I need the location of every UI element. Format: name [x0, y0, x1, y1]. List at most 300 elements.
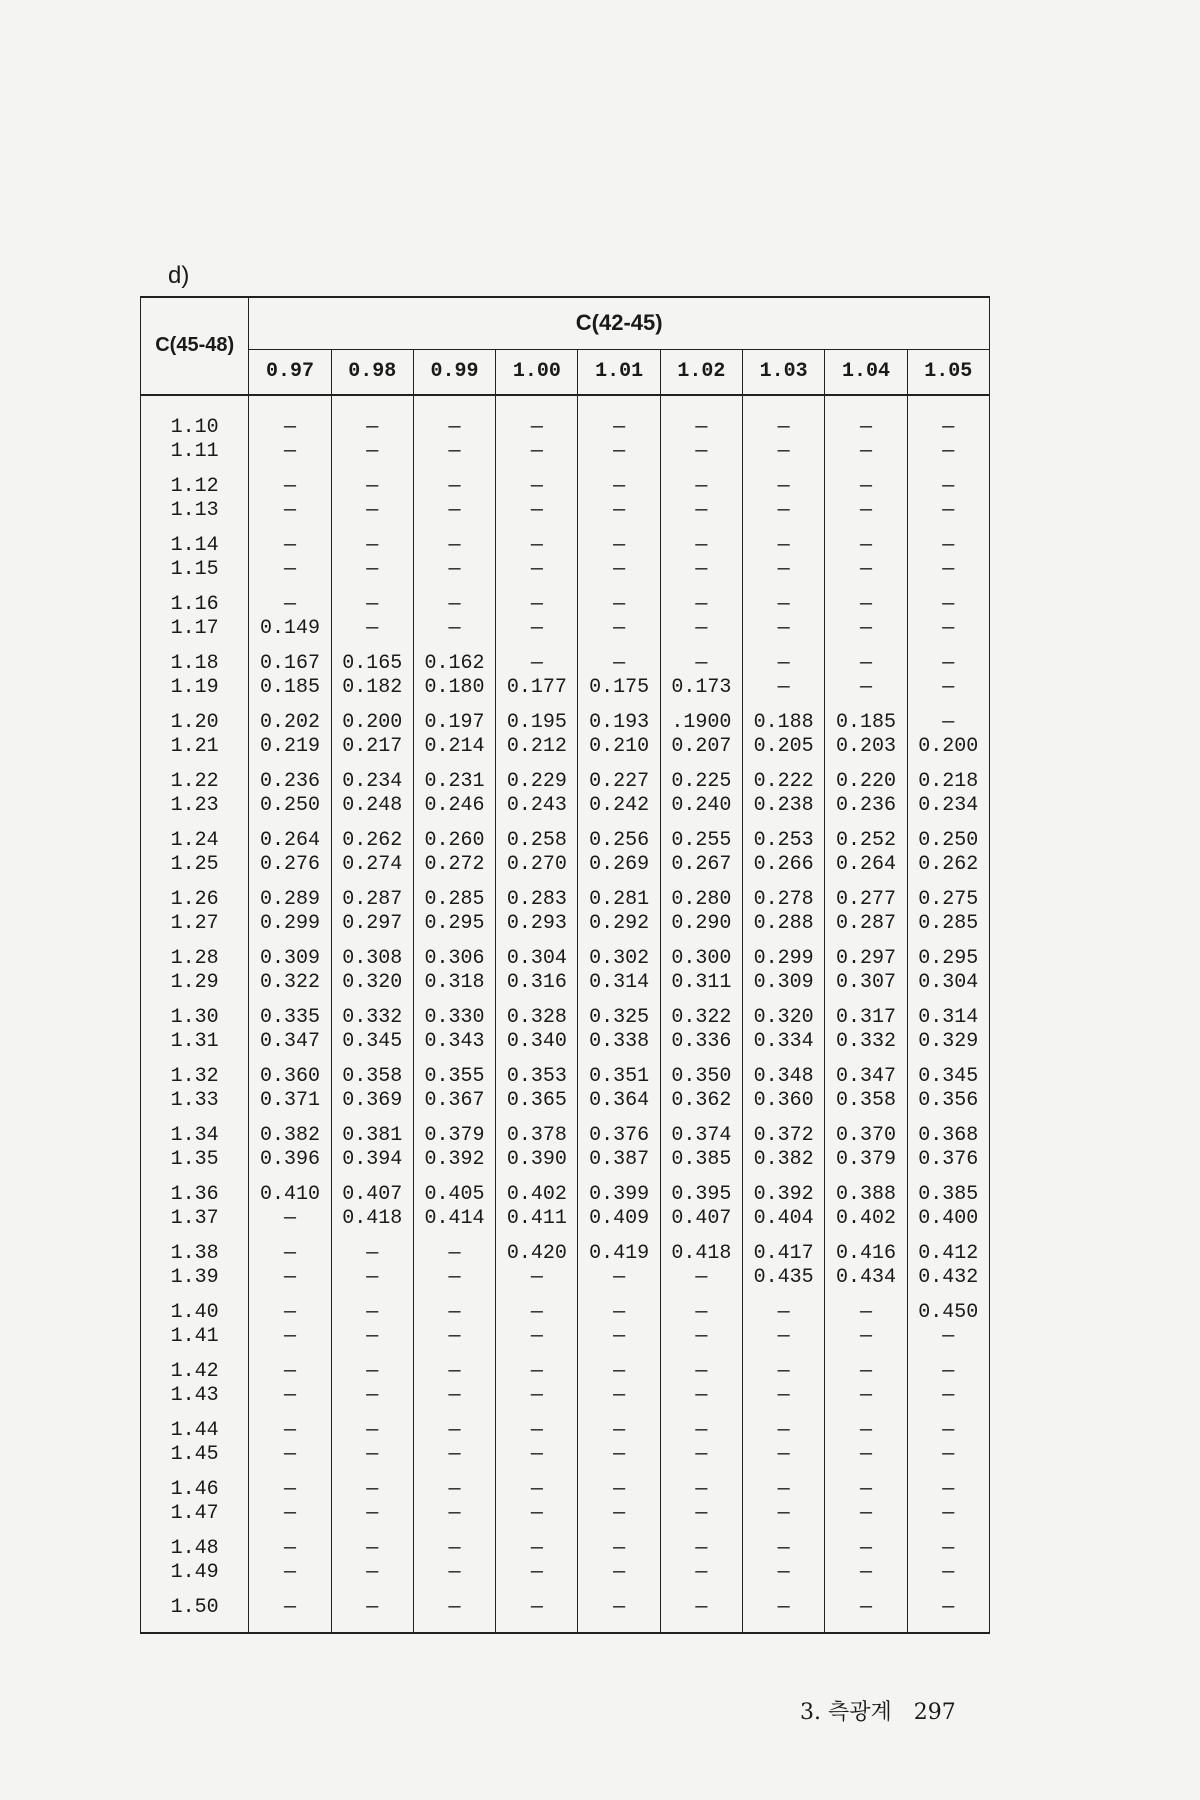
table-cell: — — [249, 593, 331, 617]
table-cell: — — [907, 711, 989, 735]
table-row — [141, 711, 990, 735]
table-cell: — — [660, 1301, 742, 1325]
table-cell: 0.277 — [825, 888, 907, 912]
table-cell: 0.371 — [249, 1089, 331, 1124]
table-cell: — — [578, 1419, 660, 1443]
table-cell: — — [496, 1596, 578, 1633]
table-cell: — — [331, 440, 413, 475]
table-cell: 0.335 — [249, 1006, 331, 1030]
table-cell: 0.264 — [825, 853, 907, 888]
table-cell: — — [413, 1384, 495, 1419]
row-key: 1.48 — [141, 1537, 249, 1561]
table-cell: 0.304 — [496, 947, 578, 971]
table-cell: 0.289 — [249, 888, 331, 912]
row-key: 1.12 — [141, 475, 249, 499]
table-cell: 0.278 — [743, 888, 825, 912]
table-cell: 0.345 — [907, 1065, 989, 1089]
column-header: 1.03 — [743, 349, 825, 395]
table-cell: — — [413, 1502, 495, 1537]
table-cell: — — [496, 440, 578, 475]
table-cell: — — [578, 1478, 660, 1502]
table-cell: — — [743, 1325, 825, 1360]
table-cell: — — [331, 1443, 413, 1478]
table-row — [141, 1207, 990, 1242]
table-cell: — — [907, 1502, 989, 1537]
table-cell: 0.266 — [743, 853, 825, 888]
table-cell: 0.262 — [907, 853, 989, 888]
table-cell: 0.293 — [496, 912, 578, 947]
table-cell: — — [825, 617, 907, 652]
table-cell: 0.322 — [249, 971, 331, 1006]
table-cell: 0.356 — [907, 1089, 989, 1124]
table-cell: — — [496, 652, 578, 676]
table-cell: 0.260 — [413, 829, 495, 853]
table-row — [141, 735, 990, 770]
table-cell: 0.416 — [825, 1242, 907, 1266]
table-row — [141, 770, 990, 794]
table-cell: 0.347 — [825, 1065, 907, 1089]
table-cell: — — [578, 1443, 660, 1478]
table-cell: 0.242 — [578, 794, 660, 829]
table-cell: — — [331, 395, 413, 440]
table-cell: 0.175 — [578, 676, 660, 711]
table-cell: 0.405 — [413, 1183, 495, 1207]
table-cell: 0.193 — [578, 711, 660, 735]
table-cell: 0.212 — [496, 735, 578, 770]
column-header-row — [141, 349, 990, 395]
row-key: 1.42 — [141, 1360, 249, 1384]
table-cell: 0.287 — [331, 888, 413, 912]
table-cell: 0.396 — [249, 1148, 331, 1183]
table-cell: — — [825, 1502, 907, 1537]
table-cell: 0.307 — [825, 971, 907, 1006]
table-cell: — — [907, 558, 989, 593]
column-header: 1.02 — [660, 349, 742, 395]
table-row — [141, 1360, 990, 1384]
table-cell: 0.302 — [578, 947, 660, 971]
table-cell: 0.379 — [413, 1124, 495, 1148]
table-cell: — — [249, 1561, 331, 1596]
table-cell: — — [825, 1419, 907, 1443]
table-cell: — — [825, 1537, 907, 1561]
table-cell: — — [743, 1502, 825, 1537]
table-cell: 0.234 — [331, 770, 413, 794]
row-key: 1.41 — [141, 1325, 249, 1360]
table-cell: 0.248 — [331, 794, 413, 829]
table-cell: — — [825, 475, 907, 499]
table-cell: 0.364 — [578, 1089, 660, 1124]
table-cell: — — [249, 1502, 331, 1537]
table-cell: 0.376 — [907, 1148, 989, 1183]
table-row — [141, 1301, 990, 1325]
column-header: 0.97 — [249, 349, 331, 395]
table-cell: 0.182 — [331, 676, 413, 711]
table-cell: — — [907, 1443, 989, 1478]
table-cell: — — [660, 440, 742, 475]
column-header: 1.05 — [907, 349, 989, 395]
table-row — [141, 829, 990, 853]
table-cell: — — [413, 395, 495, 440]
table-row — [141, 1561, 990, 1596]
table-cell: — — [907, 1325, 989, 1360]
table-cell: — — [496, 617, 578, 652]
table-cell: 0.348 — [743, 1065, 825, 1089]
table-cell: 0.376 — [578, 1124, 660, 1148]
table-cell: 0.360 — [249, 1065, 331, 1089]
row-key: 1.15 — [141, 558, 249, 593]
row-key: 1.27 — [141, 912, 249, 947]
table-cell: 0.365 — [496, 1089, 578, 1124]
table-cell: 0.399 — [578, 1183, 660, 1207]
table-cell: — — [825, 1360, 907, 1384]
table-cell: 0.390 — [496, 1148, 578, 1183]
table-cell: — — [413, 440, 495, 475]
table-cell: — — [660, 1384, 742, 1419]
table-cell: 0.267 — [660, 853, 742, 888]
table-cell: 0.394 — [331, 1148, 413, 1183]
table-cell: — — [413, 1443, 495, 1478]
table-cell: — — [331, 1561, 413, 1596]
row-key: 1.36 — [141, 1183, 249, 1207]
table-cell: 0.368 — [907, 1124, 989, 1148]
table-cell: 0.297 — [825, 947, 907, 971]
table-cell: 0.222 — [743, 770, 825, 794]
table-cell: 0.252 — [825, 829, 907, 853]
table-cell: 0.283 — [496, 888, 578, 912]
table-cell: 0.220 — [825, 770, 907, 794]
table-cell: 0.203 — [825, 735, 907, 770]
table-cell: 0.414 — [413, 1207, 495, 1242]
table-cell: — — [660, 652, 742, 676]
table-row — [141, 475, 990, 499]
table-cell: — — [249, 1242, 331, 1266]
page-number: 297 — [913, 1700, 956, 1725]
table-cell: 0.345 — [331, 1030, 413, 1065]
table-cell: 0.402 — [496, 1183, 578, 1207]
table-cell: 0.332 — [331, 1006, 413, 1030]
table-cell: — — [331, 1384, 413, 1419]
table-cell: 0.343 — [413, 1030, 495, 1065]
table-cell: — — [743, 1419, 825, 1443]
table-cell: 0.299 — [249, 912, 331, 947]
table-cell: — — [331, 593, 413, 617]
table-cell: — — [907, 617, 989, 652]
table-cell: 0.351 — [578, 1065, 660, 1089]
table-cell: — — [907, 1419, 989, 1443]
table-cell: — — [825, 1384, 907, 1419]
row-key: 1.38 — [141, 1242, 249, 1266]
table-cell: — — [249, 1537, 331, 1561]
table-cell: 0.404 — [743, 1207, 825, 1242]
table-cell: 0.234 — [907, 794, 989, 829]
table-cell: — — [825, 558, 907, 593]
table-cell: — — [578, 652, 660, 676]
table-cell: 0.264 — [249, 829, 331, 853]
table-cell: 0.197 — [413, 711, 495, 735]
table-cell: — — [413, 1537, 495, 1561]
table-cell: — — [578, 617, 660, 652]
table-cell: — — [907, 1596, 989, 1633]
row-key: 1.50 — [141, 1596, 249, 1633]
table-cell: 0.329 — [907, 1030, 989, 1065]
table-cell: — — [743, 1596, 825, 1633]
table-cell: 0.417 — [743, 1242, 825, 1266]
table-cell: 0.195 — [496, 711, 578, 735]
table-cell: 0.185 — [249, 676, 331, 711]
table-cell: 0.379 — [825, 1148, 907, 1183]
table-cell: — — [660, 1443, 742, 1478]
table-cell: 0.435 — [743, 1266, 825, 1301]
table-cell: 0.358 — [825, 1089, 907, 1124]
table-row — [141, 395, 990, 440]
row-key: 1.39 — [141, 1266, 249, 1301]
table-cell: 0.219 — [249, 735, 331, 770]
table-cell: 0.272 — [413, 853, 495, 888]
table-cell: .1900 — [660, 711, 742, 735]
table-cell: — — [413, 1360, 495, 1384]
row-key: 1.40 — [141, 1301, 249, 1325]
table-row — [141, 1124, 990, 1148]
table-cell: 0.295 — [413, 912, 495, 947]
row-key: 1.32 — [141, 1065, 249, 1089]
table-cell: 0.330 — [413, 1006, 495, 1030]
table-cell: — — [660, 475, 742, 499]
table-cell: — — [249, 1301, 331, 1325]
table-row — [141, 1537, 990, 1561]
table-cell: — — [743, 1478, 825, 1502]
table-cell: 0.149 — [249, 617, 331, 652]
table-cell: 0.297 — [331, 912, 413, 947]
table-cell: — — [331, 534, 413, 558]
table-cell: 0.367 — [413, 1089, 495, 1124]
column-header: 1.01 — [578, 349, 660, 395]
table-cell: — — [249, 1266, 331, 1301]
table-cell: 0.210 — [578, 735, 660, 770]
table-cell: — — [578, 1325, 660, 1360]
table-cell: 0.290 — [660, 912, 742, 947]
table-cell: — — [578, 1596, 660, 1633]
table-cell: — — [496, 395, 578, 440]
table-body — [141, 395, 990, 1633]
table-cell: 0.256 — [578, 829, 660, 853]
row-key: 1.44 — [141, 1419, 249, 1443]
table-cell: 0.336 — [660, 1030, 742, 1065]
table-cell: 0.309 — [743, 971, 825, 1006]
table-cell: 0.258 — [496, 829, 578, 853]
table-row — [141, 912, 990, 947]
table-cell: 0.185 — [825, 711, 907, 735]
table-cell: 0.229 — [496, 770, 578, 794]
table-cell: — — [660, 1502, 742, 1537]
row-key: 1.16 — [141, 593, 249, 617]
table-cell: — — [249, 558, 331, 593]
table-cell: 0.309 — [249, 947, 331, 971]
table-row — [141, 593, 990, 617]
table-cell: 0.275 — [907, 888, 989, 912]
table-cell: 0.165 — [331, 652, 413, 676]
column-header: 0.98 — [331, 349, 413, 395]
table-row — [141, 1089, 990, 1124]
table-cell: — — [413, 1242, 495, 1266]
table-cell: 0.200 — [907, 735, 989, 770]
table-cell: 0.360 — [743, 1089, 825, 1124]
table-cell: — — [660, 534, 742, 558]
table-cell: — — [249, 534, 331, 558]
page-footer — [800, 1695, 956, 1726]
table-cell: 0.295 — [907, 947, 989, 971]
table-cell: — — [825, 1478, 907, 1502]
table-cell: — — [578, 1301, 660, 1325]
row-key: 1.23 — [141, 794, 249, 829]
table-cell: 0.320 — [331, 971, 413, 1006]
table-cell: — — [413, 1419, 495, 1443]
table-cell: 0.334 — [743, 1030, 825, 1065]
table-cell: 0.325 — [578, 1006, 660, 1030]
table-cell: 0.236 — [825, 794, 907, 829]
table-cell: 0.318 — [413, 971, 495, 1006]
table-cell: — — [331, 1502, 413, 1537]
table-cell: 0.202 — [249, 711, 331, 735]
table-cell: 0.292 — [578, 912, 660, 947]
table-cell: — — [825, 1325, 907, 1360]
row-key: 1.10 — [141, 395, 249, 440]
table-cell: — — [496, 475, 578, 499]
table-cell: — — [578, 1360, 660, 1384]
table-cell: — — [578, 593, 660, 617]
table-row — [141, 1242, 990, 1266]
table-cell: — — [743, 534, 825, 558]
table-cell: — — [660, 1266, 742, 1301]
table-cell: 0.316 — [496, 971, 578, 1006]
table-cell: 0.411 — [496, 1207, 578, 1242]
table-cell: — — [413, 1596, 495, 1633]
table-cell: — — [578, 440, 660, 475]
table-cell: — — [331, 1596, 413, 1633]
table-cell: — — [660, 1478, 742, 1502]
table-cell: 0.314 — [907, 1006, 989, 1030]
table-cell: — — [743, 652, 825, 676]
table-cell: — — [743, 440, 825, 475]
table-cell: — — [496, 1325, 578, 1360]
table-cell: — — [743, 1360, 825, 1384]
table-cell: — — [578, 1384, 660, 1419]
table-cell: — — [743, 558, 825, 593]
table-cell: 0.419 — [578, 1242, 660, 1266]
table-cell: — — [660, 558, 742, 593]
table-cell: 0.207 — [660, 735, 742, 770]
table-cell: — — [249, 1443, 331, 1478]
table-cell: 0.353 — [496, 1065, 578, 1089]
table-cell: — — [496, 1301, 578, 1325]
table-cell: 0.306 — [413, 947, 495, 971]
table-cell: 0.281 — [578, 888, 660, 912]
table-cell: — — [743, 395, 825, 440]
row-key: 1.31 — [141, 1030, 249, 1065]
table-cell: — — [413, 617, 495, 652]
table-cell: — — [249, 1360, 331, 1384]
table-cell: — — [907, 1384, 989, 1419]
table-cell: 0.285 — [413, 888, 495, 912]
table-cell: — — [249, 1384, 331, 1419]
table-cell: 0.328 — [496, 1006, 578, 1030]
table-cell: — — [413, 475, 495, 499]
table-row — [141, 1596, 990, 1633]
table-cell: — — [660, 1325, 742, 1360]
table-row — [141, 1065, 990, 1089]
table-cell: 0.362 — [660, 1089, 742, 1124]
table-cell: 0.231 — [413, 770, 495, 794]
table-cell: 0.385 — [660, 1148, 742, 1183]
table-cell: 0.410 — [249, 1183, 331, 1207]
table-cell: 0.162 — [413, 652, 495, 676]
table-cell: 0.378 — [496, 1124, 578, 1148]
table-cell: 0.372 — [743, 1124, 825, 1148]
table-cell: — — [249, 395, 331, 440]
table-cell: — — [249, 499, 331, 534]
table-cell: — — [578, 1266, 660, 1301]
table-cell: 0.300 — [660, 947, 742, 971]
table-cell: — — [249, 440, 331, 475]
table-cell: 0.355 — [413, 1065, 495, 1089]
table-cell: — — [825, 534, 907, 558]
table-cell: — — [331, 1537, 413, 1561]
table-cell: 0.236 — [249, 770, 331, 794]
table-row — [141, 1325, 990, 1360]
row-key: 1.33 — [141, 1089, 249, 1124]
table-cell: 0.338 — [578, 1030, 660, 1065]
table-cell: — — [413, 1301, 495, 1325]
table-cell: — — [907, 475, 989, 499]
table-cell: — — [660, 617, 742, 652]
row-key: 1.25 — [141, 853, 249, 888]
table-cell: — — [660, 1419, 742, 1443]
table-cell: — — [825, 1561, 907, 1596]
table-cell: — — [413, 1266, 495, 1301]
table-cell: 0.418 — [331, 1207, 413, 1242]
table-cell: — — [496, 499, 578, 534]
table-cell: — — [660, 1561, 742, 1596]
table-cell: 0.173 — [660, 676, 742, 711]
table-cell: 0.311 — [660, 971, 742, 1006]
table-cell: — — [413, 499, 495, 534]
table-cell: — — [496, 534, 578, 558]
table-cell: — — [660, 395, 742, 440]
table-cell: 0.287 — [825, 912, 907, 947]
row-key: 1.29 — [141, 971, 249, 1006]
table-cell: 0.314 — [578, 971, 660, 1006]
table-cell: — — [743, 617, 825, 652]
table-cell: — — [825, 1596, 907, 1633]
table-cell: — — [249, 1207, 331, 1242]
table-cell: 0.322 — [660, 1006, 742, 1030]
table-cell: 0.177 — [496, 676, 578, 711]
footer-section: 3. 측광계 — [800, 1700, 892, 1725]
row-key: 1.13 — [141, 499, 249, 534]
table-cell: 0.450 — [907, 1301, 989, 1325]
row-key: 1.43 — [141, 1384, 249, 1419]
table-cell: — — [578, 395, 660, 440]
table-cell: 0.280 — [660, 888, 742, 912]
table-cell: — — [413, 1561, 495, 1596]
table-cell: 0.200 — [331, 711, 413, 735]
table-cell: 0.412 — [907, 1242, 989, 1266]
table-cell: 0.227 — [578, 770, 660, 794]
table-cell: — — [331, 475, 413, 499]
table-cell: 0.387 — [578, 1148, 660, 1183]
table-cell: — — [907, 534, 989, 558]
table-cell: — — [660, 499, 742, 534]
table-cell: — — [743, 475, 825, 499]
